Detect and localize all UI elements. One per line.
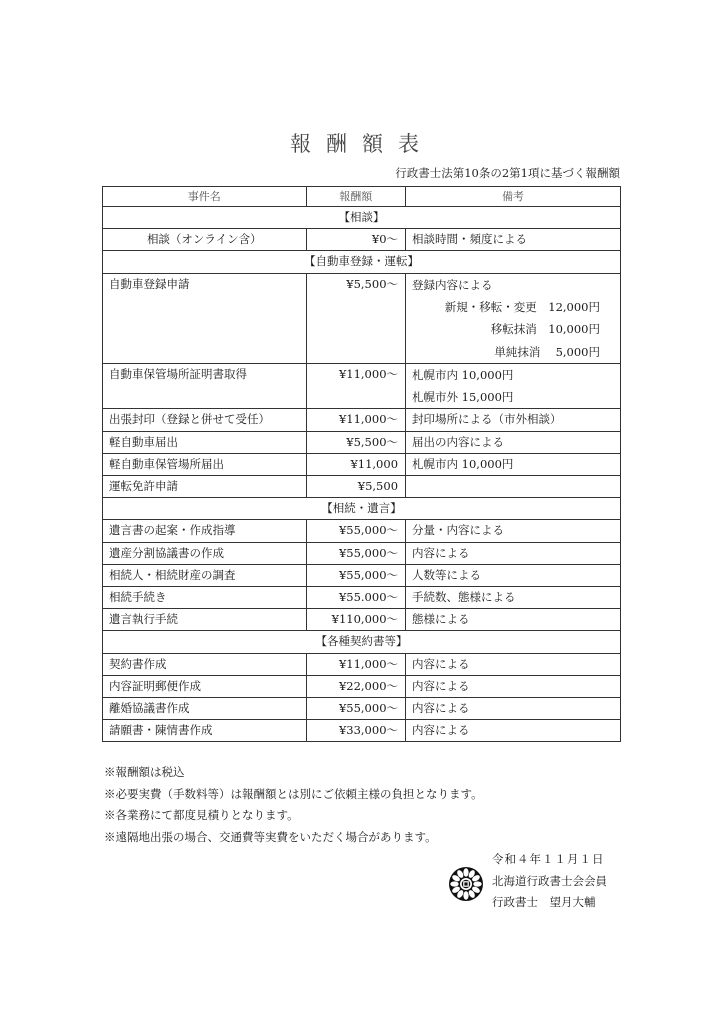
note-line: 新規・移転・変更 12,000円 xyxy=(444,299,600,314)
table-header-row xyxy=(103,187,621,207)
note-line: 内容による xyxy=(412,678,470,693)
note-line: 手続数、態様による xyxy=(412,590,516,605)
fee-amount: ¥33,000～ xyxy=(306,720,405,742)
fee-amount: ¥5,500～ xyxy=(306,431,405,453)
table-row xyxy=(103,675,621,697)
notes-cell xyxy=(406,229,621,251)
item-name: 内容証明郵便作成 xyxy=(103,675,307,697)
note-line: 内容による xyxy=(412,723,470,738)
fee-amount: ¥5,500 xyxy=(306,476,405,498)
item-name: 自動車登録申請 xyxy=(103,273,307,363)
notes-cell xyxy=(406,409,621,431)
table-row xyxy=(103,542,621,564)
gyoseishoshi-emblem-icon xyxy=(448,866,484,902)
note-line: 移転抹消 10,000円 xyxy=(490,322,600,337)
fee-table-body xyxy=(103,207,621,742)
item-name: 出張封印（登録と併せて受任） xyxy=(103,409,307,431)
table-row xyxy=(103,273,621,363)
note-line: 態様による xyxy=(412,612,470,627)
item-name: 遺産分割協議書の作成 xyxy=(103,542,307,564)
table-row xyxy=(103,653,621,675)
section-heading: 【各種契約書等】 xyxy=(103,631,621,653)
table-row xyxy=(103,564,621,586)
notes-cell xyxy=(406,564,621,586)
item-name: 自動車保管場所証明書取得 xyxy=(103,363,307,409)
fee-amount: ¥55.000～ xyxy=(306,587,405,609)
fee-amount: ¥55,000～ xyxy=(306,542,405,564)
item-name: 契約書作成 xyxy=(103,653,307,675)
section-heading-row xyxy=(103,251,621,273)
item-name: 相談（オンライン含） xyxy=(103,229,307,251)
section-heading: 【自動車登録・運転】 xyxy=(103,251,621,273)
note-line: 札幌市内 10,000円 xyxy=(412,456,514,471)
fee-table xyxy=(102,186,621,742)
note-line: 人数等による xyxy=(412,567,482,582)
fee-amount: ¥11,000～ xyxy=(306,363,405,409)
notes-cell xyxy=(406,720,621,742)
issue-date: 令和４年１１月１日 xyxy=(492,852,605,866)
page-title: 報酬額表 xyxy=(290,132,434,156)
note-line: 分量・内容による xyxy=(412,523,505,538)
notes-cell xyxy=(406,273,621,363)
section-heading-row xyxy=(103,498,621,520)
fee-amount: ¥11,000 xyxy=(306,453,405,475)
note-line: 届出の内容による xyxy=(412,434,505,449)
footnote: ※必要実費（手数料等）は報酬額とは別にご依頼主様の負担となります。 xyxy=(104,786,483,801)
footnote: ※遠隔地出張の場合、交通費等実費をいただく場合があります。 xyxy=(104,829,437,844)
fee-amount: ¥55,000～ xyxy=(306,520,405,542)
notes-cell xyxy=(406,609,621,631)
item-name: 遺言執行手続 xyxy=(103,609,307,631)
table-row xyxy=(103,609,621,631)
note-line: 単純抹消 5,000円 xyxy=(494,344,600,359)
header-fee: 報酬額 xyxy=(306,187,405,207)
note-line: 札幌市外 15,000円 xyxy=(412,390,514,405)
item-name: 軽自動車保管場所届出 xyxy=(103,453,307,475)
table-row xyxy=(103,587,621,609)
fee-amount: ¥11,000～ xyxy=(306,653,405,675)
fee-amount: ¥22,000～ xyxy=(306,675,405,697)
table-row xyxy=(103,520,621,542)
notes-cell xyxy=(406,453,621,475)
item-name: 請願書・陳情書作成 xyxy=(103,720,307,742)
signatory-name: 行政書士 望月大輔 xyxy=(492,895,596,909)
table-row xyxy=(103,476,621,498)
item-name: 相続人・相続財産の調査 xyxy=(103,564,307,586)
section-heading: 【相続・遺言】 xyxy=(103,498,621,520)
note-line: 札幌市内 10,000円 xyxy=(412,367,514,382)
note-line: 内容による xyxy=(412,545,470,560)
footnote: ※報酬額は税込 xyxy=(104,765,185,779)
note-line: 登録内容による xyxy=(412,277,493,292)
table-row xyxy=(103,453,621,475)
notes-cell xyxy=(406,542,621,564)
notes-cell xyxy=(406,476,621,498)
footnote: ※各業務にて都度見積りとなります。 xyxy=(104,808,299,822)
notes-cell xyxy=(406,675,621,697)
item-name: 軽自動車届出 xyxy=(103,431,307,453)
fee-amount: ¥11,000～ xyxy=(306,409,405,431)
association-membership: 北海道行政書士会会員 xyxy=(492,874,607,888)
table-row xyxy=(103,229,621,251)
notes-cell xyxy=(406,520,621,542)
table-row xyxy=(103,409,621,431)
table-row xyxy=(103,720,621,742)
item-name: 運転免許申請 xyxy=(103,476,307,498)
header-notes: 備考 xyxy=(406,187,621,207)
footnotes xyxy=(104,762,483,848)
note-line: 内容による xyxy=(412,701,470,716)
note-line: 封印場所による（市外相談） xyxy=(412,412,562,427)
note-line: 内容による xyxy=(412,656,470,671)
fee-amount: ¥55,000～ xyxy=(306,698,405,720)
notes-cell xyxy=(406,698,621,720)
note-line: 相談時間・頻度による xyxy=(412,232,528,247)
header-item: 事件名 xyxy=(103,187,307,207)
fee-amount: ¥55,000～ xyxy=(306,564,405,586)
section-heading-row xyxy=(103,207,621,229)
item-name: 相続手続き xyxy=(103,587,307,609)
fee-amount: ¥5,500～ xyxy=(306,273,405,363)
fee-amount: ¥0～ xyxy=(306,229,405,251)
table-row xyxy=(103,363,621,409)
table-row xyxy=(103,431,621,453)
notes-cell xyxy=(406,363,621,409)
notes-cell xyxy=(406,431,621,453)
fee-amount: ¥110,000～ xyxy=(306,609,405,631)
section-heading: 【相談】 xyxy=(103,207,621,229)
table-row xyxy=(103,698,621,720)
item-name: 遺言書の起案・作成指導 xyxy=(103,520,307,542)
notes-cell xyxy=(406,587,621,609)
section-heading-row xyxy=(103,631,621,653)
legal-basis: 行政書士法第10条の2第1項に基づく報酬額 xyxy=(395,166,620,180)
notes-cell xyxy=(406,653,621,675)
item-name: 離婚協議書作成 xyxy=(103,698,307,720)
